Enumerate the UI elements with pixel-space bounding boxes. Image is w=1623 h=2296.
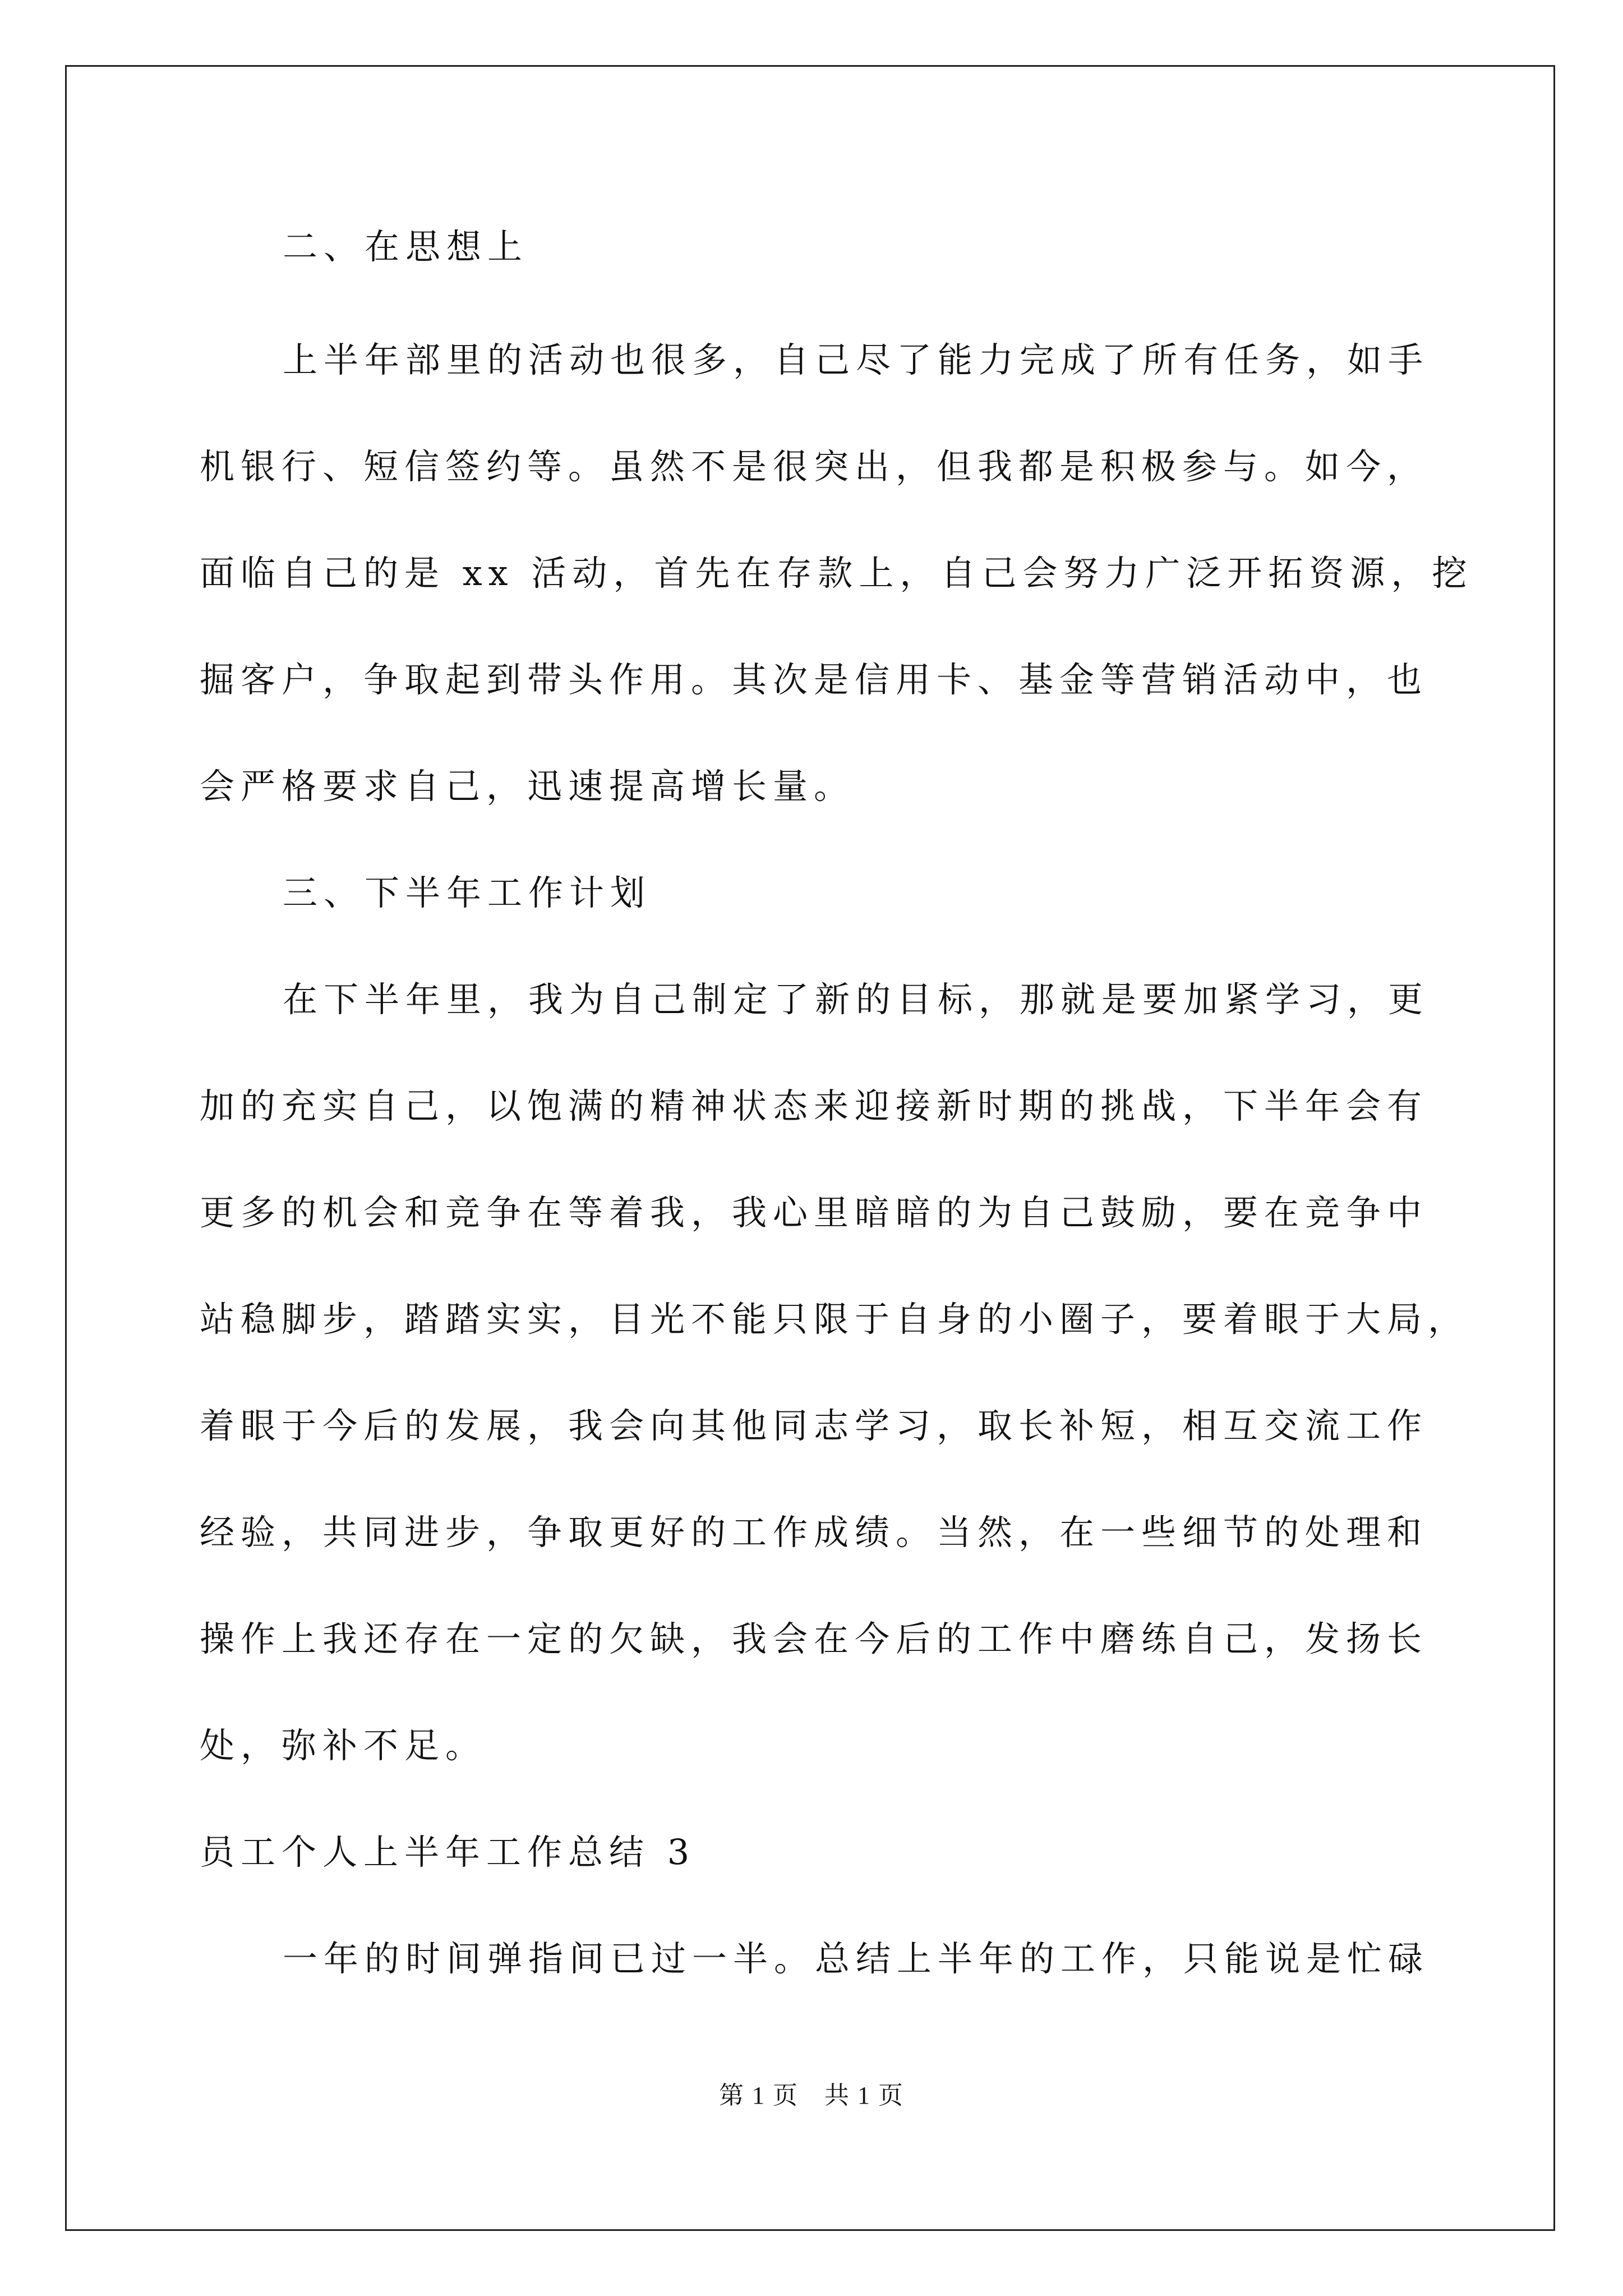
page-border xyxy=(65,65,1555,2231)
paragraph-line: 机银行、短信签约等。虽然不是很突出，但我都是积极参与。如今， xyxy=(200,446,1428,487)
paragraph-line: 更多的机会和竞争在等着我，我心里暗暗的为自己鼓励，要在竞争中 xyxy=(200,1192,1428,1233)
paragraph-line: 会严格要求自己，迅速提高增长量。 xyxy=(200,766,855,807)
paragraph-line: 上半年部里的活动也很多，自己尽了能力完成了所有任务，如手 xyxy=(283,339,1430,380)
page-footer: 第 1 页 共 1 页 xyxy=(719,2082,904,2109)
paragraph-line: 站稳脚步，踏踏实实，目光不能只限于自身的小圈子，要着眼于大局， xyxy=(200,1299,1469,1340)
paragraph-line: 掘客户，争取起到带头作用。其次是信用卡、基金等营销活动中，也 xyxy=(200,659,1428,700)
paragraph-line: 着眼于今后的发展，我会向其他同志学习，取长补短，相互交流工作 xyxy=(200,1405,1428,1446)
section-heading-plan: 三、下半年工作计划 xyxy=(283,872,652,913)
paragraph-line: 操作上我还存在一定的欠缺，我会在今后的工作中磨练自己，发扬长 xyxy=(200,1618,1428,1659)
paragraph-line: 处，弥补不足。 xyxy=(200,1725,487,1766)
paragraph-line: 经验，共同进步，争取更好的工作成绩。当然，在一些细节的处理和 xyxy=(200,1512,1428,1553)
paragraph-line: 面临自己的是 xx 活动，首先在存款上，自己会努力广泛开拓资源，挖 xyxy=(200,553,1473,593)
article-title: 员工个人上半年工作总结 3 xyxy=(200,1832,696,1872)
paragraph-line: 一年的时间弹指间已过一半。总结上半年的工作，只能说是忙碌 xyxy=(283,1938,1430,1979)
paragraph-line: 在下半年里，我为自己制定了新的目标，那就是要加紧学习，更 xyxy=(283,979,1430,1020)
section-heading-thought: 二、在思想上 xyxy=(283,226,529,267)
paragraph-line: 加的充实自己，以饱满的精神状态来迎接新时期的挑战，下半年会有 xyxy=(200,1085,1428,1126)
